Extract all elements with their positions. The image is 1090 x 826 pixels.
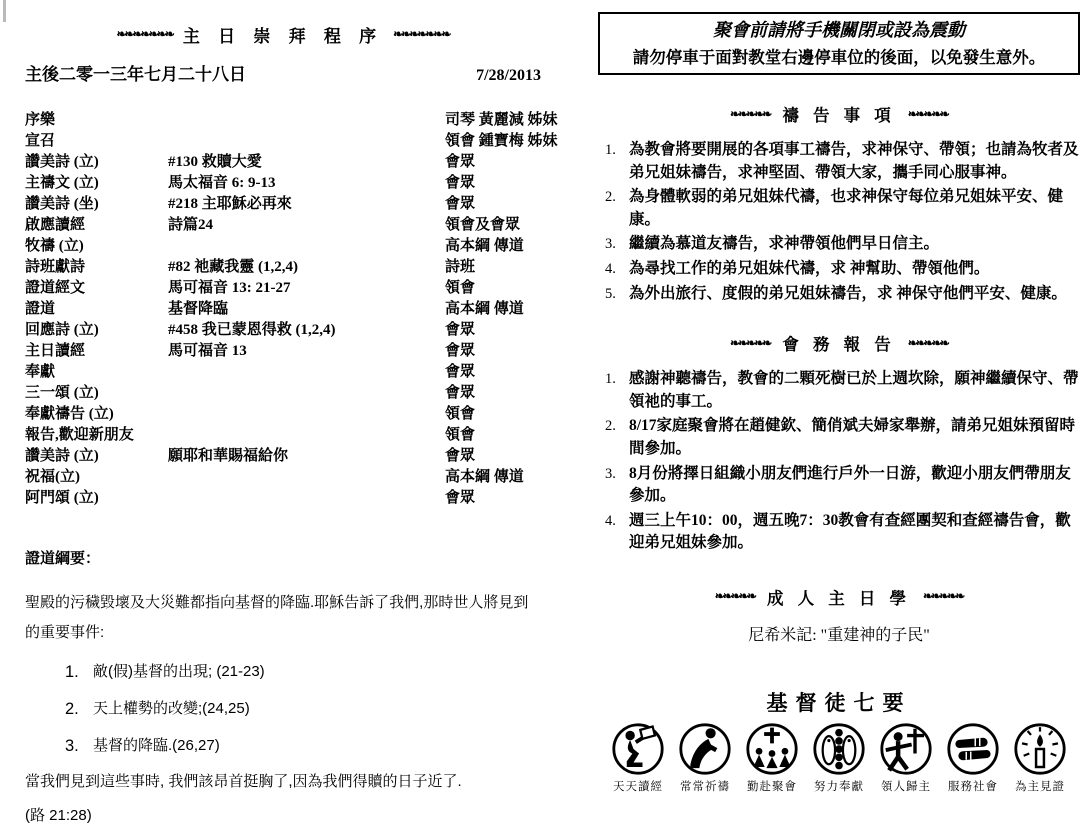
point-text: 基督的降臨.(26,27) — [93, 737, 220, 754]
announcement-item — [598, 368, 1080, 413]
program-item-cell: 啟應讀經 — [25, 217, 86, 233]
program-leader-cell: 會眾 — [445, 343, 476, 359]
essential-label: 服務社會 — [948, 780, 998, 793]
announcement-item — [598, 415, 1080, 460]
program-row — [25, 360, 541, 381]
program-row — [25, 423, 541, 444]
date-row — [25, 60, 541, 85]
ornament-left: ❧❧❧❧❧ — [730, 335, 771, 350]
ornament-left: ❧❧❧❧❧ — [730, 106, 771, 121]
serving-hands-icon — [946, 722, 1000, 776]
item-number: 4. — [605, 512, 616, 529]
item-number: 3. — [605, 465, 616, 482]
program-detail-cell: 馬可福音 13: 21-27 — [168, 280, 291, 296]
item-text: 感謝神聽禱告，教會的二顆死樹已於上週坎除，願神繼續保守、帶領祂的事工。 — [629, 370, 1079, 410]
program-item-cell: 讚美詩 (坐) — [25, 196, 99, 212]
program-item-cell: 三一頌 (立) — [25, 385, 99, 401]
notice-line-2: 請勿停車于面對教堂右邊停車位的後面，以免發生意外。 — [632, 48, 1046, 67]
program-row — [25, 276, 541, 297]
program-row — [25, 381, 541, 402]
essential-item — [675, 722, 735, 794]
program-row — [25, 150, 541, 171]
point-number: 1. — [65, 663, 79, 681]
seven-essentials-icons — [598, 722, 1080, 794]
item-number: 5. — [605, 285, 616, 302]
program-row — [25, 465, 541, 486]
program-row — [25, 402, 541, 423]
sunday-school-topic: 尼希米記: "重建神的子民" — [748, 626, 930, 644]
program-leader-cell: 會眾 — [445, 322, 476, 338]
program-detail-cell — [168, 402, 445, 423]
program-leader-cell: 司琴 黃麗減 姊妹 — [445, 112, 558, 128]
item-number: 2. — [605, 418, 616, 435]
essential-label: 天天讀經 — [613, 780, 663, 793]
program-detail-cell: 願耶和華賜福給你 — [168, 448, 289, 464]
essential-item — [809, 722, 869, 794]
section-title: 會 務 報 告 — [782, 335, 896, 355]
program-leader-cell: 會眾 — [445, 364, 476, 380]
point-text: 天上權勢的改變;(24,25) — [93, 700, 250, 717]
point-number: 2. — [65, 700, 79, 718]
program-row — [25, 444, 541, 465]
program-item-cell: 牧禱 (立) — [25, 238, 84, 254]
program-row — [25, 339, 541, 360]
announcement-item — [598, 463, 1080, 508]
item-text: 為教會將要開展的各項事工禱告，求神保守、帶領；也請為牧者及弟兄姐妹禱告，求神堅固、帶領大家，攜手同心服事神。 — [629, 141, 1079, 181]
ornament-right: ❧❧❧❧❧ — [907, 335, 948, 350]
worship-order-title — [25, 22, 541, 47]
sermon-point — [65, 733, 541, 759]
program-detail-cell: 馬可福音 13 — [168, 343, 247, 359]
program-leader-cell: 領會 — [445, 406, 476, 422]
section-title: 成 人 主 日 學 — [767, 588, 911, 608]
item-number: 3. — [605, 236, 616, 253]
prayer-list — [598, 139, 1080, 305]
program-detail-cell: #218 主耶穌必再來 — [168, 196, 292, 212]
ornament-right: ❧❧❧❧❧ — [907, 106, 948, 121]
gathering-icon — [745, 722, 799, 776]
page-title: 主 日 崇 拜 程 序 — [182, 27, 384, 46]
western-date: 7/28/2013 — [476, 67, 541, 84]
program-detail-cell: 馬太福音 6: 9-13 — [168, 175, 276, 191]
program-leader-cell: 會眾 — [445, 154, 476, 170]
sermon-intro: 聖殿的污穢毀壞及大災難都指向基督的降臨.耶穌告訴了我們,那時世人將見到的重要事件: — [25, 594, 529, 641]
program-row — [25, 108, 541, 129]
item-text: 8月份將擇日組織小朋友們進行戶外一日游，歡迎小朋友們帶朋友參加。 — [629, 464, 1071, 505]
program-item-cell: 序樂 — [25, 112, 56, 128]
prayer-item — [598, 186, 1080, 231]
essential-item — [876, 722, 936, 794]
program-leader-cell: 領會 鍾寶梅 姊妹 — [445, 133, 558, 149]
essential-label: 努力奉獻 — [814, 780, 864, 793]
ornament-right: ❧❧❧❧❧❧❧ — [393, 27, 450, 41]
program-item-cell: 讚美詩 (立) — [25, 154, 99, 170]
program-row — [25, 192, 541, 213]
program-leader-cell: 高本綱 傳道 — [445, 469, 524, 485]
sermon-point — [65, 696, 541, 722]
program-row — [25, 171, 541, 192]
program-item-cell: 報告,歡迎新朋友 — [25, 427, 134, 443]
item-text: 繼續為慕道友禱告，求神帶領他們早日信主。 — [629, 235, 940, 253]
ornament-left: ❧❧❧❧❧ — [714, 589, 755, 604]
program-leader-cell: 會眾 — [445, 448, 476, 464]
chinese-date: 主後二零一三年七月二十八日 — [25, 65, 246, 84]
program-item-cell: 證道 — [25, 301, 56, 317]
ornament-left: ❧❧❧❧❧❧❧ — [116, 27, 173, 41]
item-text: 週三上午10：00，週五晚7：30教會有查經團契和查經禱告會，歡迎弟兄姐妹參加。 — [629, 511, 1071, 552]
program-detail-cell — [168, 234, 445, 255]
program-detail-cell: #458 我已蒙恩得救 (1,2,4) — [168, 322, 336, 338]
essential-item — [742, 722, 802, 794]
ornament-right: ❧❧❧❧❧ — [923, 589, 964, 604]
announcement-list — [598, 368, 1080, 555]
program-row — [25, 318, 541, 339]
prayer-item — [598, 283, 1080, 306]
program-leader-cell: 會眾 — [445, 196, 476, 212]
prayer-item — [598, 258, 1080, 281]
seven-essentials-title: 基督徒七要 — [766, 691, 912, 715]
program-table — [25, 108, 558, 507]
program-row — [25, 255, 541, 276]
essential-label: 為主見證 — [1015, 780, 1065, 793]
program-detail-cell: #82 祂藏我靈 (1,2,4) — [168, 259, 298, 275]
notice-line-1: 聚會前請將手機關閉或設為震動 — [713, 20, 965, 40]
program-item-cell: 奉獻 — [25, 364, 56, 380]
program-row — [25, 213, 541, 234]
program-detail-cell — [168, 129, 445, 150]
evangelism-icon — [879, 722, 933, 776]
adult-sunday-school-heading — [598, 585, 1080, 609]
program-detail-cell — [168, 423, 445, 444]
program-item-cell: 主日讀經 — [25, 343, 86, 359]
sermon-closing: 當我們見到這些事時, 我們該昂首挺胸了,因為我們得贖的日子近了. — [25, 773, 462, 790]
item-number: 1. — [605, 371, 616, 388]
sermon-points — [25, 659, 541, 759]
program-row — [25, 234, 541, 255]
program-row — [25, 297, 541, 318]
section-title: 禱 告 事 項 — [782, 106, 896, 125]
item-number: 2. — [605, 189, 616, 206]
church-affairs-heading — [598, 331, 1080, 355]
program-item-cell: 宣召 — [25, 133, 56, 149]
program-detail-cell — [168, 465, 445, 486]
announcements-column — [598, 12, 1080, 794]
program-item-cell: 阿門頌 (立) — [25, 490, 99, 506]
program-leader-cell: 會眾 — [445, 175, 476, 191]
candle-witness-icon — [1013, 722, 1067, 776]
item-text: 為身體軟弱的弟兄姐妹代禱，也求神保守每位弟兄姐妹平安、健康。 — [629, 188, 1064, 228]
program-item-cell: 證道經文 — [25, 280, 86, 296]
item-text: 8/17家庭聚會將在趙健欽、簡俏斌夫婦家舉辦，請弟兄姐妹預留時間參加。 — [629, 417, 1076, 457]
worship-order-column — [25, 22, 558, 825]
item-text: 為外出旅行、度假的弟兄姐妹禱告，求 神保守他們平安、健康。 — [629, 284, 1067, 302]
essential-label: 常常祈禱 — [680, 780, 730, 793]
program-detail-cell — [168, 360, 445, 381]
program-detail-cell — [168, 486, 445, 507]
phone-notice-box — [598, 12, 1080, 75]
program-leader-cell: 詩班 — [445, 259, 476, 275]
program-item-cell: 讚美詩 (立) — [25, 448, 99, 464]
seven-essentials — [598, 687, 1080, 794]
program-item-cell: 詩班獻詩 — [25, 259, 86, 275]
program-detail-cell — [168, 108, 445, 129]
program-leader-cell: 高本綱 傳道 — [445, 301, 524, 317]
scan-artifact — [3, 0, 6, 22]
program-leader-cell: 領會 — [445, 427, 476, 443]
bible-reading-icon — [611, 722, 665, 776]
program-item-cell: 祝福(立) — [25, 469, 80, 485]
announcement-item — [598, 510, 1080, 555]
sermon-outline-heading: 證道綱要： — [25, 551, 101, 567]
prayer-item — [598, 233, 1080, 256]
program-detail-cell: 詩篇24 — [168, 217, 214, 233]
program-leader-cell: 領會及會眾 — [445, 217, 521, 233]
scripture-reference: (路 21:28) — [25, 807, 92, 824]
program-detail-cell — [168, 381, 445, 402]
program-row — [25, 129, 541, 150]
program-item-cell: 主禱文 (立) — [25, 175, 99, 191]
program-row — [25, 486, 541, 507]
essential-label: 勤赴聚會 — [747, 780, 797, 793]
praying-icon — [678, 722, 732, 776]
point-number: 3. — [65, 737, 79, 755]
item-number: 4. — [605, 260, 616, 277]
program-item-cell: 奉獻禱告 (立) — [25, 406, 114, 422]
essential-item — [608, 722, 668, 794]
essential-item — [1010, 722, 1070, 794]
item-text: 為尋找工作的弟兄姐妹代禱，求 神幫助、帶領他們。 — [629, 259, 990, 277]
prayer-item — [598, 139, 1080, 184]
program-leader-cell: 會眾 — [445, 490, 476, 506]
point-text: 敵(假)基督的出現; (21-23) — [93, 663, 265, 680]
item-number: 1. — [605, 142, 616, 158]
sermon-point — [65, 659, 541, 685]
prayer-items-heading — [598, 102, 1080, 126]
program-leader-cell: 高本綱 傳道 — [445, 238, 524, 254]
program-item-cell: 回應詩 (立) — [25, 322, 99, 338]
essential-item — [943, 722, 1003, 794]
program-detail-cell: 基督降臨 — [168, 301, 229, 317]
program-detail-cell: #130 救贖大愛 — [168, 154, 262, 170]
offering-icon — [812, 722, 866, 776]
program-leader-cell: 領會 — [445, 280, 476, 296]
program-leader-cell: 會眾 — [445, 385, 476, 401]
essential-label: 領人歸主 — [881, 780, 931, 793]
